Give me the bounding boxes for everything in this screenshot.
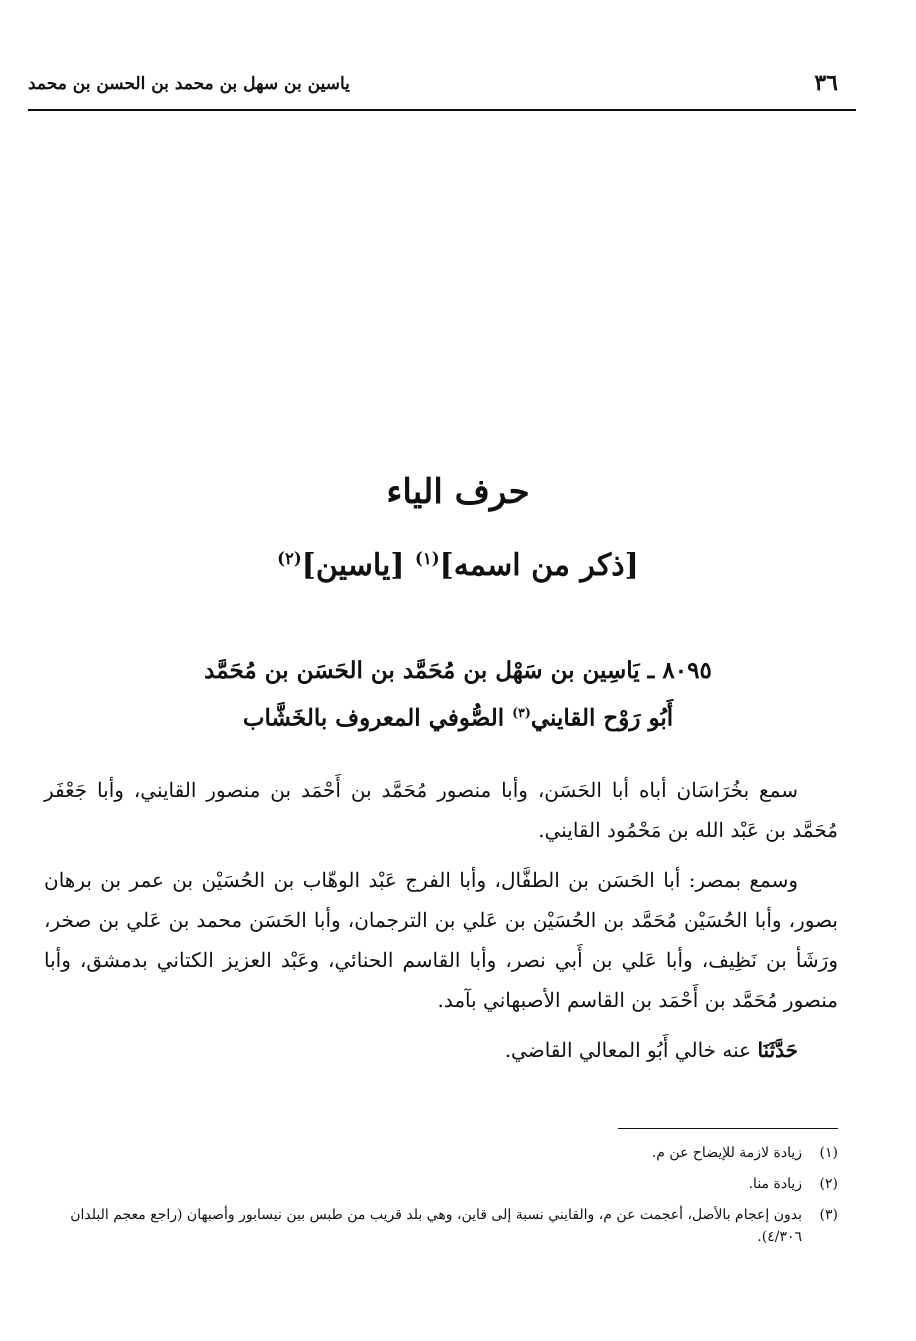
paragraph-2: وسمع بمصر: أبا الحَسَن بن الطفَّال، وأبا الفرج عَبْد الوهّاب بن الحُسَيْن بن عمر بن برهان بصور، وأبا الحُسَيْن مُحَمَّد بن الحُسَيْن بن عَلي بن الترجمان، وأبا الحَسَن محمد بن عَلي بن صخر، ورَشَأ بن نَظِيف، وأبا عَلي بن أَبي نصر، وأبا القاسم الحنائي، وعَبْد العزيز الكتاني بدمشق، وأبا منصور مُحَمَّد بن أَحْمَد بن القاسم الأصبهاني بآمد.	[44, 868, 838, 1012]
entry-epithet: الصُّوفي المعروف بالخَشَّاب	[242, 704, 505, 732]
entry-heading-line-1: ٨٠٩٥ ـ يَاسِين بن سَهْل بن مُحَمَّد بن الحَسَن بن مُحَمَّد	[204, 657, 712, 684]
footnote-number: (١)	[819, 1145, 838, 1161]
footnotes	[44, 1142, 838, 1257]
entry-heading	[150, 650, 766, 740]
section-title-name: [ياسين]	[301, 548, 405, 583]
footnote-text: بدون إعجام بالأصل، أعجمت عن م، والقايني نسبة إلى قاين، وهي بلد قريب من طبس بين نيسابور وأصبهان (راجع معجم البلدان ٤/٣٠٦).	[70, 1207, 802, 1245]
footnote-number: (٢)	[819, 1176, 838, 1192]
narration-keyword: حَدَّثَنَا	[757, 1038, 798, 1062]
section-title-prefix: [ذكر من اسمه]	[439, 548, 639, 583]
running-header	[28, 70, 838, 106]
footnote-text: زيادة لازمة للإيضاح عن م.	[651, 1145, 802, 1161]
paragraph-1: سمع بخُرَاسَان أباه أبا الحَسَن، وأبا منصور مُحَمَّد بن أَحْمَد بن منصور القايني، وأبا جَعْفَر مُحَمَّد بن عَبْد الله بن مَحْمُود القايني.	[44, 778, 838, 842]
paragraph-3-text: عنه خالي أَبُو المعالي القاضي.	[504, 1038, 758, 1062]
footnote-2	[44, 1173, 838, 1195]
footnote-number: (٣)	[819, 1207, 838, 1223]
entry-body	[44, 770, 838, 1080]
footnote-3	[44, 1204, 838, 1248]
chapter-title: حرف الياء	[386, 472, 530, 512]
entry-heading-line-2	[150, 692, 766, 740]
entry-kunya: أَبُو رَوْح القايني	[530, 704, 674, 732]
footnote-ref-1: (١)	[415, 549, 440, 568]
footnote-divider	[618, 1128, 838, 1129]
running-title: ياسين بن سهل بن محمد بن الحسن بن محمد	[28, 74, 350, 94]
paragraph-3	[44, 1030, 838, 1070]
footnote-ref-3: (٣)	[512, 705, 531, 720]
footnote-ref-2: (٢)	[277, 549, 302, 568]
footnote-1	[44, 1142, 838, 1164]
footnote-text: زيادة منا.	[748, 1176, 802, 1192]
page-number: ٣٦	[814, 70, 838, 96]
section-title	[0, 548, 916, 583]
header-divider	[28, 109, 856, 111]
